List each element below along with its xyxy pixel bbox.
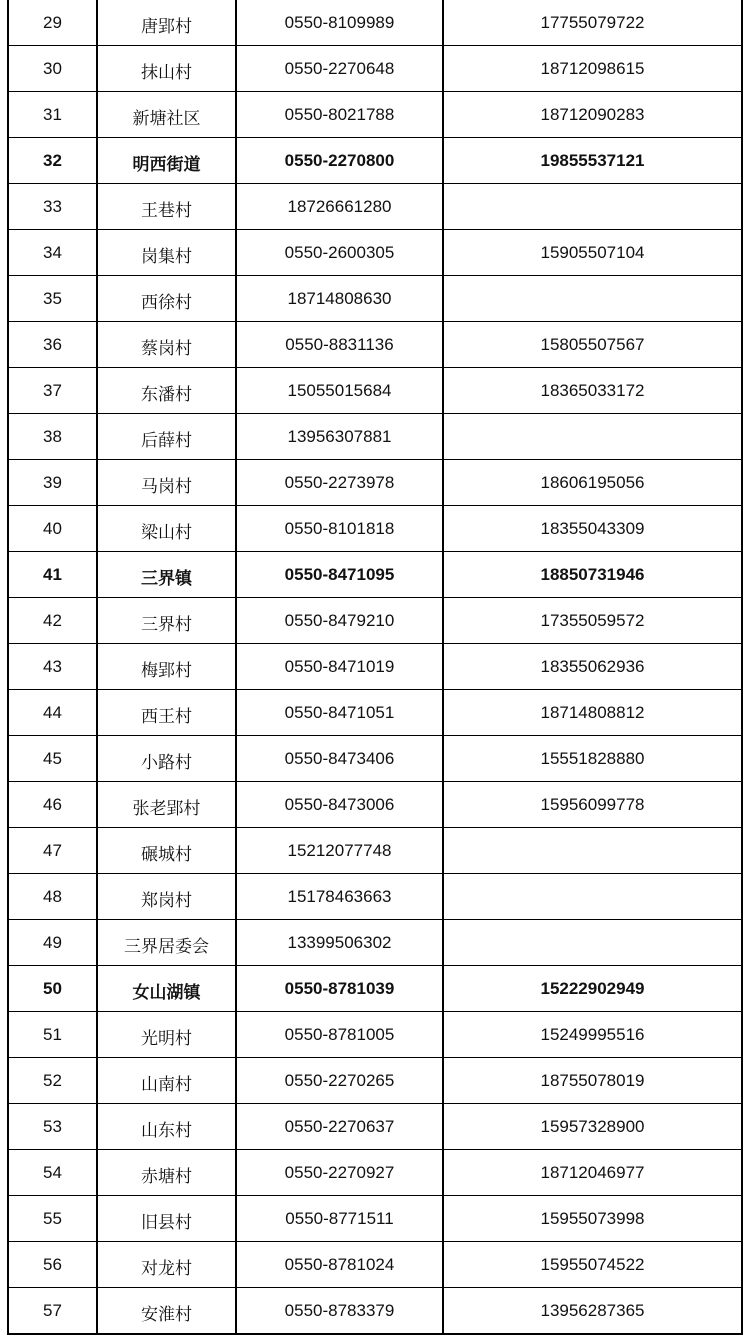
cell-mobile: 15955073998 <box>443 1196 742 1242</box>
cell-phone: 0550-8471019 <box>236 644 443 690</box>
cell-number: 47 <box>8 828 97 874</box>
table-row <box>8 598 742 644</box>
cell-mobile: 17355059572 <box>443 598 742 644</box>
cell-phone: 15212077748 <box>236 828 443 874</box>
cell-mobile: 15905507104 <box>443 230 742 276</box>
cell-unit-name: 三界居委会 <box>97 920 236 966</box>
cell-unit-name: 山东村 <box>97 1104 236 1150</box>
cell-phone: 0550-2600305 <box>236 230 443 276</box>
cell-unit-name: 郑岗村 <box>97 874 236 920</box>
cell-number: 41 <box>8 552 97 598</box>
table-row <box>8 230 742 276</box>
cell-number: 54 <box>8 1150 97 1196</box>
cell-number: 51 <box>8 1012 97 1058</box>
cell-number: 33 <box>8 184 97 230</box>
cell-mobile: 18850731946 <box>443 552 742 598</box>
cell-unit-name: 赤塘村 <box>97 1150 236 1196</box>
cell-number: 55 <box>8 1196 97 1242</box>
cell-mobile <box>443 184 742 230</box>
cell-mobile: 15249995516 <box>443 1012 742 1058</box>
cell-phone: 0550-8781039 <box>236 966 443 1012</box>
cell-unit-name: 三界镇 <box>97 552 236 598</box>
cell-mobile: 13956287365 <box>443 1288 742 1335</box>
cell-mobile: 18712090283 <box>443 92 742 138</box>
cell-number: 35 <box>8 276 97 322</box>
cell-mobile: 15222902949 <box>443 966 742 1012</box>
cell-phone: 0550-8473406 <box>236 736 443 782</box>
cell-number: 53 <box>8 1104 97 1150</box>
cell-number: 49 <box>8 920 97 966</box>
cell-phone: 0550-8471051 <box>236 690 443 736</box>
table-row <box>8 138 742 184</box>
cell-mobile <box>443 920 742 966</box>
cell-phone: 0550-8831136 <box>236 322 443 368</box>
cell-phone: 15055015684 <box>236 368 443 414</box>
table-row <box>8 184 742 230</box>
cell-mobile: 18755078019 <box>443 1058 742 1104</box>
table-row <box>8 1242 742 1288</box>
table-row <box>8 1012 742 1058</box>
cell-mobile: 15805507567 <box>443 322 742 368</box>
cell-number: 45 <box>8 736 97 782</box>
cell-number: 36 <box>8 322 97 368</box>
cell-phone: 13399506302 <box>236 920 443 966</box>
cell-phone: 0550-2270800 <box>236 138 443 184</box>
cell-unit-name: 唐郢村 <box>97 0 236 46</box>
cell-unit-name: 抹山村 <box>97 46 236 92</box>
cell-phone: 0550-2270927 <box>236 1150 443 1196</box>
cell-mobile: 18606195056 <box>443 460 742 506</box>
table-row <box>8 46 742 92</box>
cell-phone: 0550-8101818 <box>236 506 443 552</box>
table-row <box>8 966 742 1012</box>
cell-phone: 13956307881 <box>236 414 443 460</box>
cell-mobile: 19855537121 <box>443 138 742 184</box>
cell-mobile: 18355062936 <box>443 644 742 690</box>
table-row <box>8 552 742 598</box>
cell-number: 52 <box>8 1058 97 1104</box>
cell-phone: 18714808630 <box>236 276 443 322</box>
cell-phone: 0550-8479210 <box>236 598 443 644</box>
cell-unit-name: 张老郢村 <box>97 782 236 828</box>
cell-phone: 0550-8781024 <box>236 1242 443 1288</box>
cell-number: 48 <box>8 874 97 920</box>
table-row <box>8 1150 742 1196</box>
cell-mobile: 17755079722 <box>443 0 742 46</box>
cell-mobile: 15955074522 <box>443 1242 742 1288</box>
table-row <box>8 690 742 736</box>
cell-number: 32 <box>8 138 97 184</box>
table-row <box>8 828 742 874</box>
cell-number: 44 <box>8 690 97 736</box>
cell-phone: 0550-8109989 <box>236 0 443 46</box>
cell-unit-name: 后薛村 <box>97 414 236 460</box>
cell-mobile: 18712046977 <box>443 1150 742 1196</box>
cell-mobile <box>443 276 742 322</box>
cell-unit-name: 对龙村 <box>97 1242 236 1288</box>
cell-number: 34 <box>8 230 97 276</box>
table-row <box>8 414 742 460</box>
cell-unit-name: 岗集村 <box>97 230 236 276</box>
cell-phone: 18726661280 <box>236 184 443 230</box>
cell-phone: 0550-8781005 <box>236 1012 443 1058</box>
cell-phone: 0550-2270265 <box>236 1058 443 1104</box>
table-row <box>8 276 742 322</box>
table-row <box>8 736 742 782</box>
cell-number: 38 <box>8 414 97 460</box>
table-row <box>8 0 742 46</box>
cell-unit-name: 西徐村 <box>97 276 236 322</box>
cell-unit-name: 三界村 <box>97 598 236 644</box>
cell-number: 31 <box>8 92 97 138</box>
table-row <box>8 1058 742 1104</box>
cell-unit-name: 旧县村 <box>97 1196 236 1242</box>
cell-number: 29 <box>8 0 97 46</box>
table-row <box>8 782 742 828</box>
cell-number: 56 <box>8 1242 97 1288</box>
cell-mobile <box>443 414 742 460</box>
cell-number: 42 <box>8 598 97 644</box>
cell-number: 37 <box>8 368 97 414</box>
table-row <box>8 322 742 368</box>
cell-phone: 0550-2273978 <box>236 460 443 506</box>
cell-phone: 0550-8783379 <box>236 1288 443 1335</box>
cell-unit-name: 明西街道 <box>97 138 236 184</box>
cell-phone: 0550-2270637 <box>236 1104 443 1150</box>
cell-number: 43 <box>8 644 97 690</box>
cell-mobile <box>443 828 742 874</box>
table-row <box>8 92 742 138</box>
cell-phone: 0550-8471095 <box>236 552 443 598</box>
cell-mobile: 15956099778 <box>443 782 742 828</box>
cell-number: 39 <box>8 460 97 506</box>
table-row <box>8 460 742 506</box>
cell-mobile: 18365033172 <box>443 368 742 414</box>
cell-unit-name: 小路村 <box>97 736 236 782</box>
table-body <box>8 0 742 1334</box>
cell-mobile: 18355043309 <box>443 506 742 552</box>
cell-number: 40 <box>8 506 97 552</box>
cell-unit-name: 山南村 <box>97 1058 236 1104</box>
cell-mobile: 15551828880 <box>443 736 742 782</box>
cell-unit-name: 梁山村 <box>97 506 236 552</box>
cell-mobile <box>443 874 742 920</box>
cell-mobile: 18712098615 <box>443 46 742 92</box>
cell-phone: 0550-8473006 <box>236 782 443 828</box>
contact-table <box>7 0 743 1335</box>
table-row <box>8 1104 742 1150</box>
cell-unit-name: 西王村 <box>97 690 236 736</box>
cell-unit-name: 蔡岗村 <box>97 322 236 368</box>
cell-phone: 0550-2270648 <box>236 46 443 92</box>
cell-phone: 0550-8771511 <box>236 1196 443 1242</box>
cell-unit-name: 梅郢村 <box>97 644 236 690</box>
table-row <box>8 1288 742 1335</box>
cell-unit-name: 安淮村 <box>97 1288 236 1335</box>
table-row <box>8 644 742 690</box>
table-row <box>8 1196 742 1242</box>
cell-phone: 15178463663 <box>236 874 443 920</box>
table-row <box>8 506 742 552</box>
cell-unit-name: 新塘社区 <box>97 92 236 138</box>
cell-unit-name: 马岗村 <box>97 460 236 506</box>
table-row <box>8 874 742 920</box>
cell-number: 50 <box>8 966 97 1012</box>
cell-phone: 0550-8021788 <box>236 92 443 138</box>
cell-number: 57 <box>8 1288 97 1335</box>
table-row <box>8 368 742 414</box>
cell-unit-name: 女山湖镇 <box>97 966 236 1012</box>
cell-mobile: 18714808812 <box>443 690 742 736</box>
cell-number: 46 <box>8 782 97 828</box>
table-row <box>8 920 742 966</box>
cell-unit-name: 碾城村 <box>97 828 236 874</box>
cell-unit-name: 东潘村 <box>97 368 236 414</box>
cell-mobile: 15957328900 <box>443 1104 742 1150</box>
cell-unit-name: 王巷村 <box>97 184 236 230</box>
cell-number: 30 <box>8 46 97 92</box>
cell-unit-name: 光明村 <box>97 1012 236 1058</box>
